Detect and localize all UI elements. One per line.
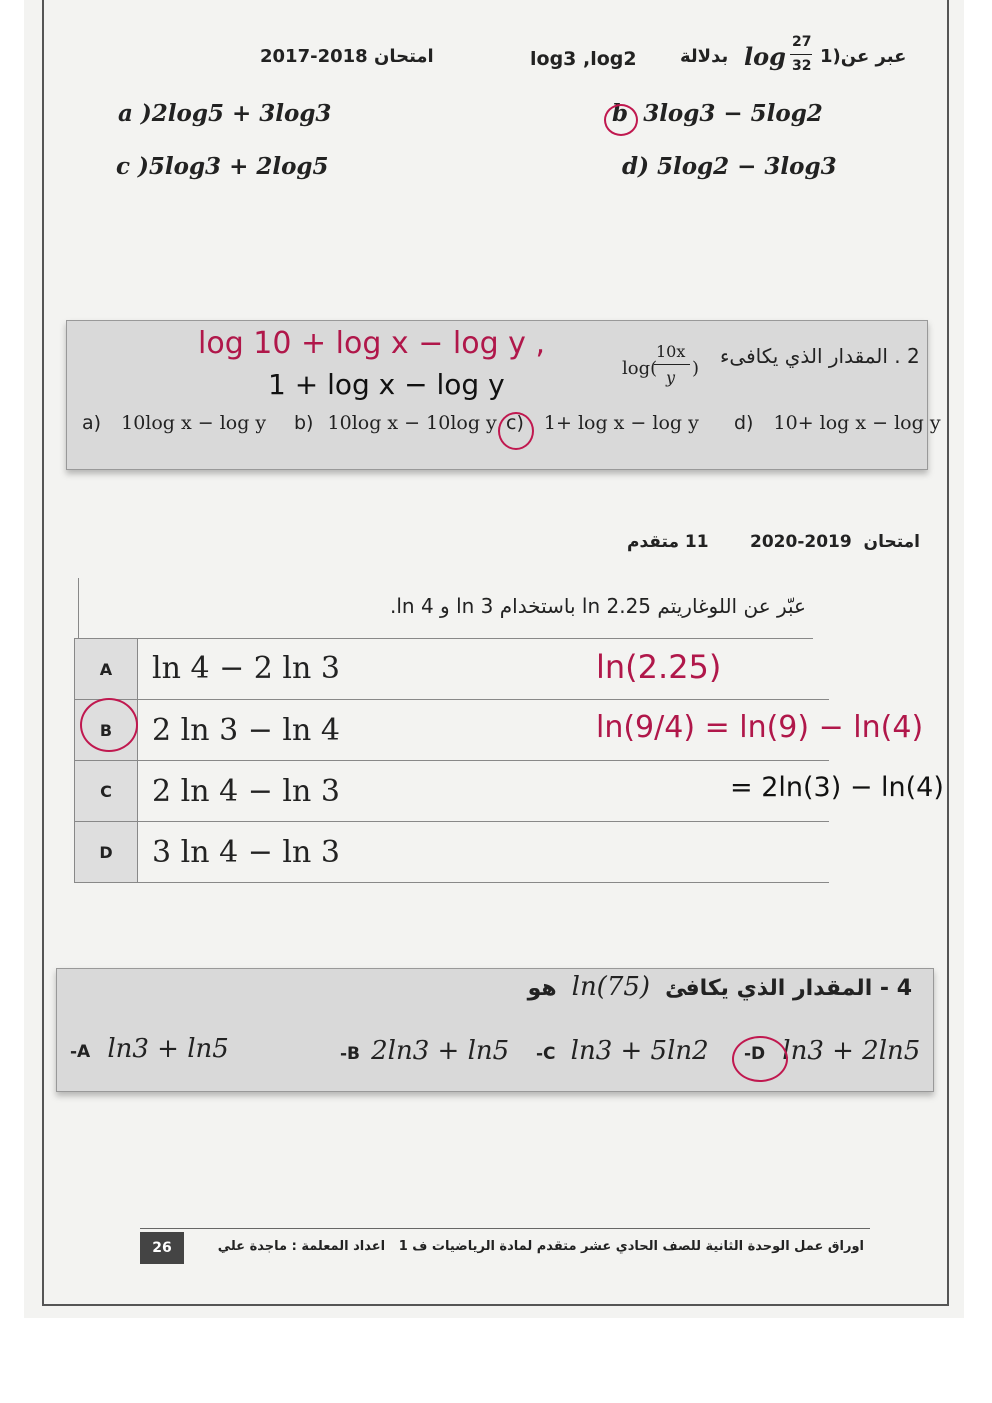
q2-handwriting-line1: log 10 + log x − log y , bbox=[198, 326, 545, 361]
q3-row-d-letter: D bbox=[75, 822, 138, 883]
q3-row-a-letter: A bbox=[75, 639, 138, 700]
q3-row-d[interactable] bbox=[75, 822, 830, 883]
q1-prompt bbox=[530, 34, 910, 90]
q1-option-c[interactable]: c )5log3 + 2log5 bbox=[116, 153, 329, 180]
q2-option-d-letter: d) bbox=[734, 412, 754, 434]
q2-option-b[interactable] bbox=[294, 412, 497, 434]
q2-answer-circle bbox=[498, 412, 534, 450]
q2-option-c-text: 1+ log x − log y bbox=[543, 412, 699, 434]
q2-expr-bar bbox=[654, 364, 690, 365]
q2-expr-log: log( bbox=[622, 358, 658, 379]
q1-option-a[interactable]: a )2log5 + 3log3 bbox=[118, 100, 332, 127]
q2-expr-close: ) bbox=[692, 358, 700, 379]
q4-option-b-letter: -B bbox=[340, 1044, 361, 1064]
q2-option-d-text: 10+ log x − log y bbox=[773, 412, 941, 434]
q3-row-a-expr: ln 4 − 2 ln 3 bbox=[138, 639, 830, 700]
q4-option-a[interactable] bbox=[70, 1034, 229, 1064]
q2-option-a-letter: a) bbox=[82, 412, 102, 434]
q2-prompt-ar: 2 . المقدار الذي يكافىء bbox=[720, 344, 920, 368]
q4-option-b-text: 2ln3 + ln5 bbox=[371, 1036, 510, 1066]
q2-expr-den: y bbox=[666, 368, 676, 387]
q3-prompt: عبّر عن اللوغاريتم ln 2.25 باستخدام ln 3 و ln 4. bbox=[390, 594, 806, 618]
q2-option-b-letter: b) bbox=[294, 412, 314, 434]
q1-option-b[interactable] bbox=[606, 100, 823, 127]
q3-handwriting-line3: = 2ln(3) − ln(4) bbox=[730, 772, 944, 803]
q3-row-b-expr: 2 ln 3 − ln 4 bbox=[138, 700, 830, 761]
q3-handwriting-line1: ln(2.25) bbox=[596, 648, 722, 686]
q2-prompt bbox=[620, 338, 920, 398]
q3-row-c[interactable] bbox=[75, 761, 830, 822]
q4-option-d-text: ln3 + 2ln5 bbox=[782, 1036, 921, 1066]
q4-option-c-text: ln3 + 5ln2 bbox=[570, 1036, 709, 1066]
q1-exam-label: امتحان 2018-2017 bbox=[260, 46, 434, 67]
q4-answer-circle bbox=[732, 1036, 788, 1082]
q2-option-a[interactable] bbox=[82, 412, 266, 434]
q2-handwriting-line2: 1 + log x − log y bbox=[268, 368, 505, 401]
q3-row-d-expr: 3 ln 4 − ln 3 bbox=[138, 822, 830, 883]
q1-option-b-text: 3log3 − 5log2 bbox=[643, 100, 823, 127]
q4-prompt-expr: ln(75) bbox=[571, 972, 651, 1002]
q2-option-c[interactable] bbox=[506, 412, 699, 434]
q3-answer-circle bbox=[80, 698, 138, 752]
q1-option-b-letter: b bbox=[612, 100, 629, 127]
q4-option-d-letter: -D bbox=[744, 1044, 766, 1064]
q4-prompt-ar: 4 - المقدار الذي يكافئ bbox=[665, 976, 912, 1001]
q2-option-c-letter: c) bbox=[506, 412, 524, 434]
q2-expr-num: 10x bbox=[656, 342, 686, 361]
q3-row-c-letter: C bbox=[75, 761, 138, 822]
q3-header: امتحان 2019-2020 11 متقدم bbox=[626, 532, 920, 552]
q4-option-b[interactable] bbox=[340, 1036, 509, 1066]
q4-prompt-end: هو bbox=[527, 976, 557, 1001]
q4-option-a-letter: -A bbox=[70, 1042, 91, 1062]
q1-frac-num: 27 bbox=[792, 34, 812, 50]
footer-rule bbox=[140, 1228, 870, 1229]
q3-row-b-letter: B bbox=[75, 700, 138, 761]
q3-row-c-expr: 2 ln 4 − ln 3 bbox=[138, 761, 830, 822]
q1-option-d[interactable]: d) 5log2 − 3log3 bbox=[622, 153, 837, 180]
q3-handwriting-line2: ln(9/4) = ln(9) − ln(4) bbox=[596, 710, 924, 745]
q2-option-b-text: 10log x − 10log y bbox=[327, 412, 497, 434]
q4-option-c-letter: -C bbox=[536, 1044, 556, 1064]
q1-prompt-ar2: بدلالة bbox=[680, 46, 729, 67]
q1-frac-den: 32 bbox=[792, 58, 812, 74]
q1-frac-bar bbox=[790, 54, 812, 55]
q4-option-a-text: ln3 + ln5 bbox=[107, 1034, 229, 1064]
q1-prompt-vars: log3 ,log2 bbox=[530, 48, 637, 70]
q2-option-a-text: 10log x − log y bbox=[121, 412, 267, 434]
q4-prompt bbox=[528, 972, 912, 1002]
footer-text: اوراق عمل الوحدة الثانية للصف الحادي عشر متقدم لمادة الرياضيات ف 1 اعداد المعلمة : ماجدة علي bbox=[217, 1239, 864, 1254]
q1-answer-circle bbox=[604, 104, 638, 136]
q1-prompt-log: log bbox=[744, 42, 786, 71]
q2-option-d[interactable] bbox=[734, 412, 941, 434]
q4-option-c[interactable] bbox=[536, 1036, 709, 1066]
q1-prompt-ar: 1)عبر عن bbox=[820, 46, 907, 67]
page-number: 26 bbox=[140, 1232, 184, 1264]
